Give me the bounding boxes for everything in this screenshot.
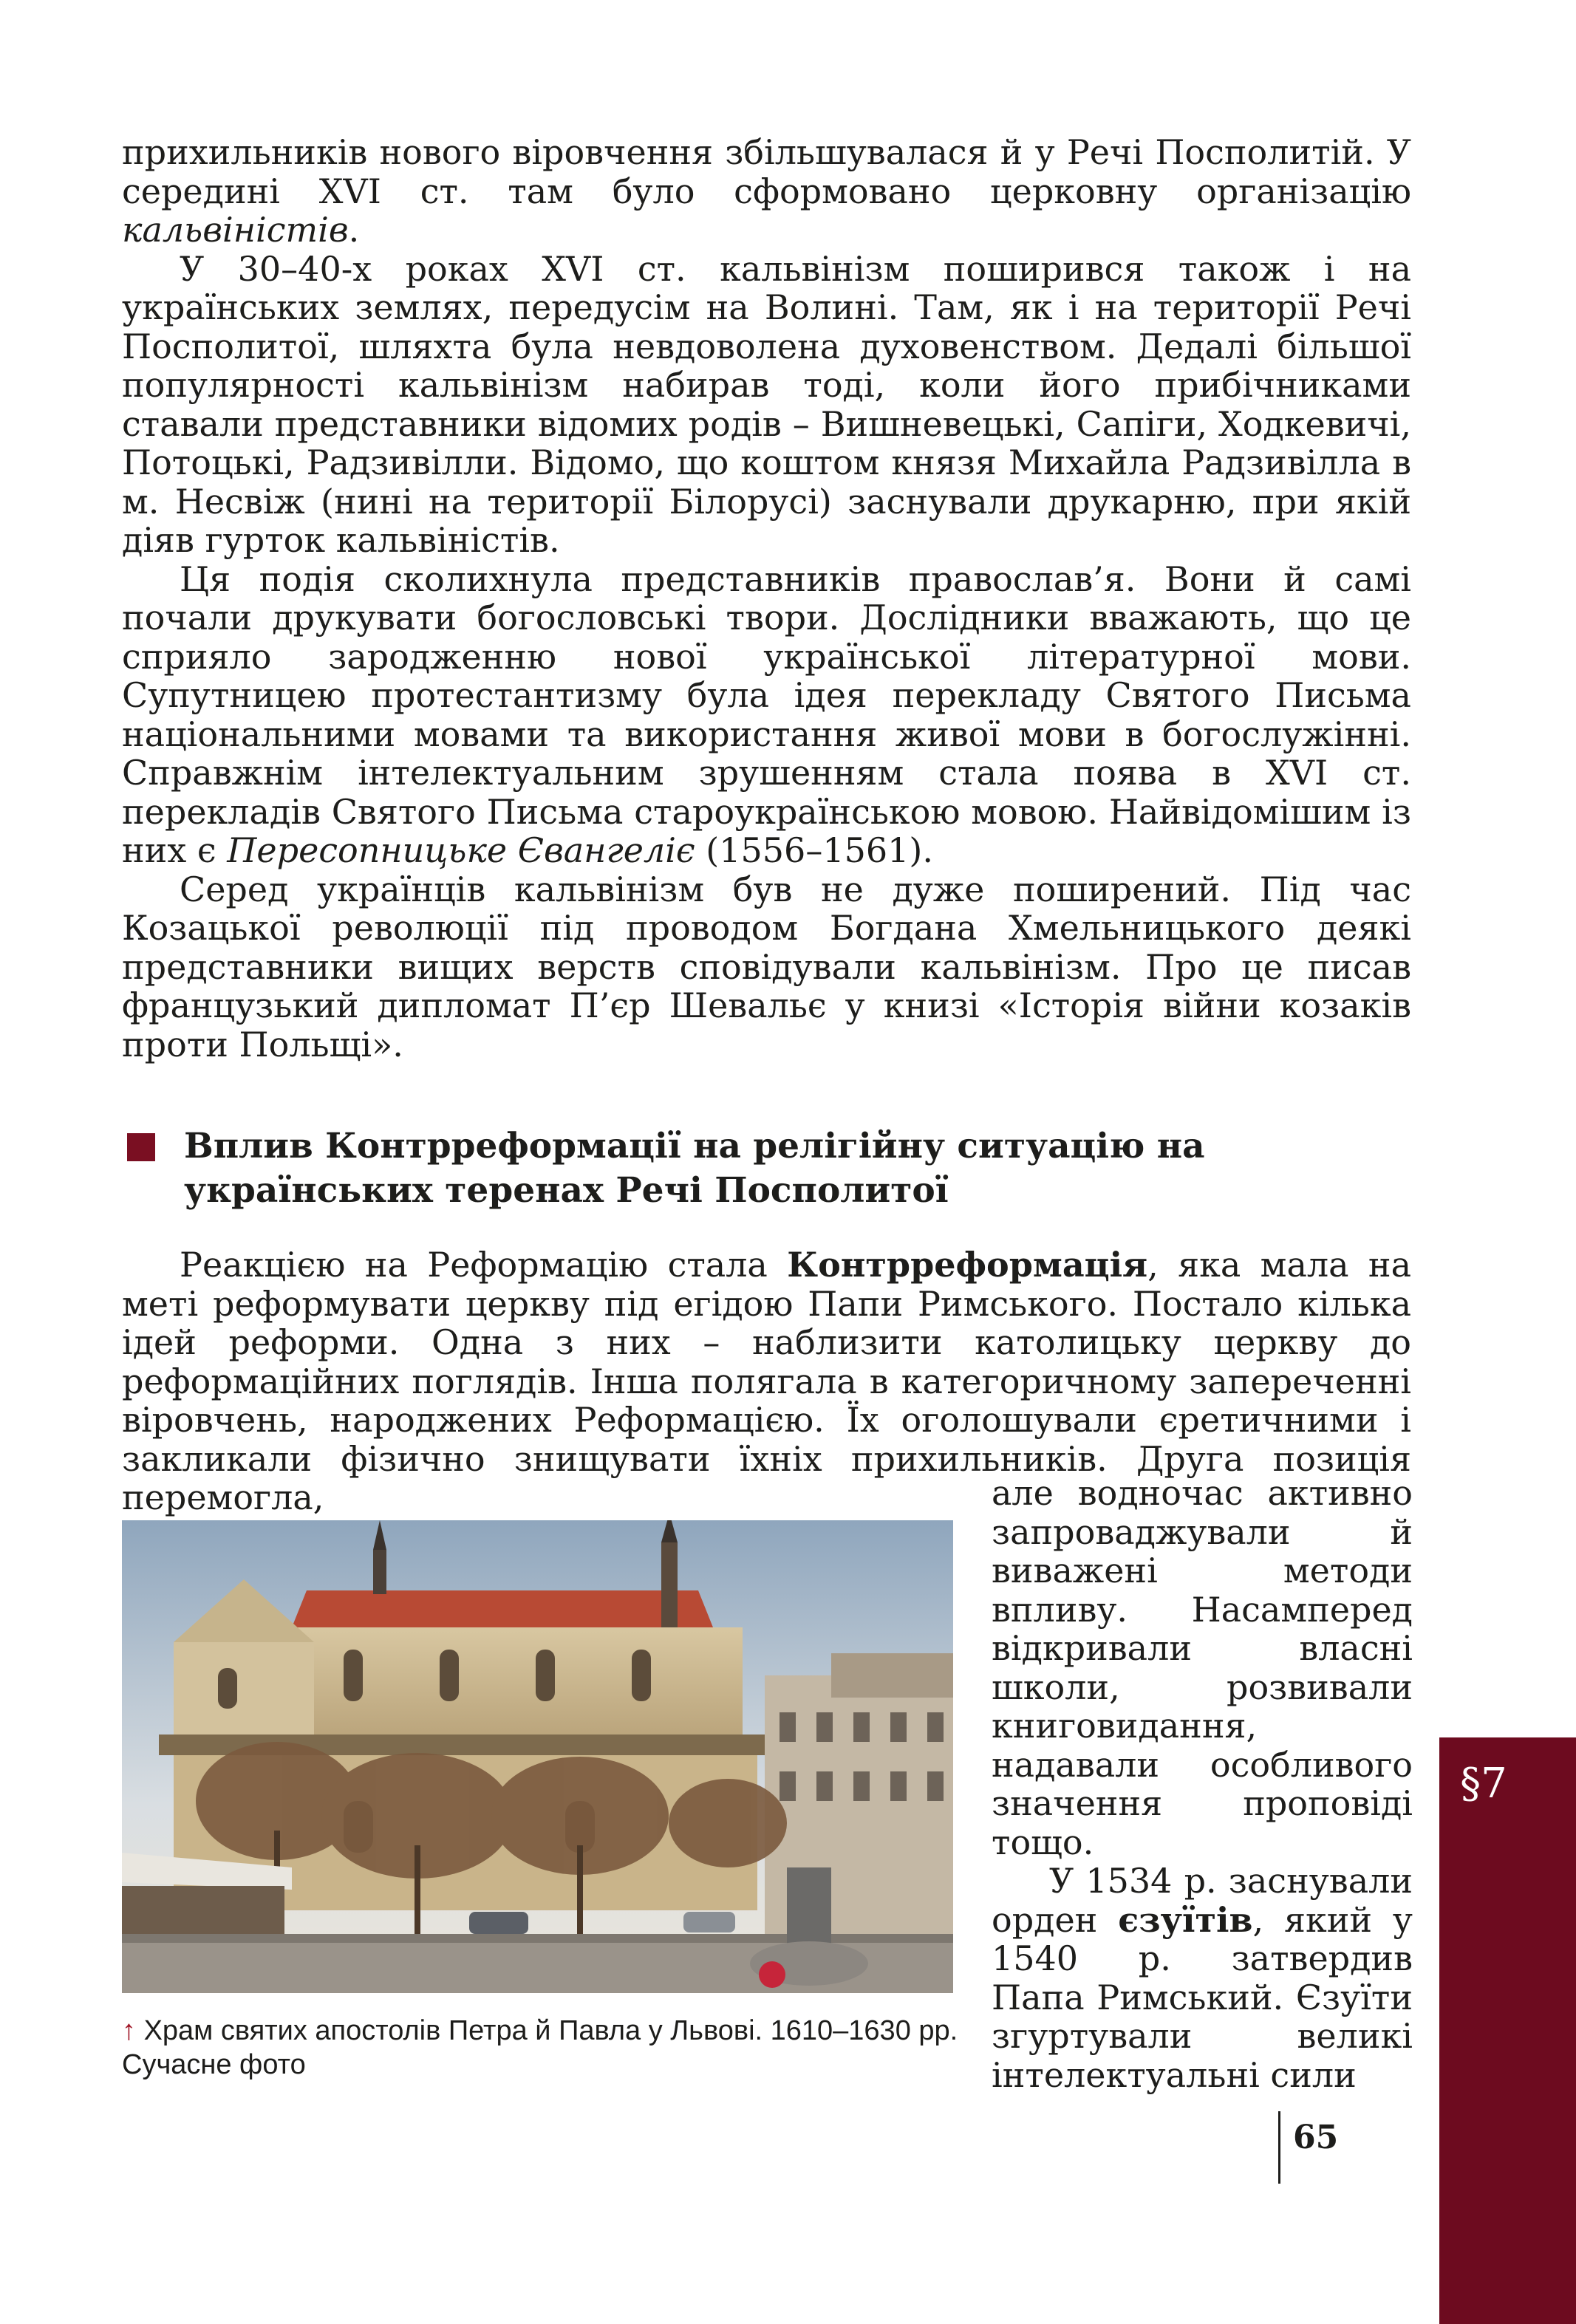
- body-text-side: [992, 1474, 1413, 2094]
- figure-caption: [122, 2014, 964, 2082]
- paragraph-4: Серед українців кальвінізм був не дуже поширений. Під час Козацької революції під проводом Богдана Хмельницького деякі представники вищих верств сповідували кальвінізм. Про це писав французький дипломат П’єр Шевальє у книзі «Історія війни козаків проти Польщі».: [122, 869, 1411, 1064]
- church-photo: [122, 1520, 953, 1993]
- paragraph-2: У 30–40-х роках XVI ст. кальвінізм поширився також і на українських землях, передусім на Волині. Там, як і на території Речі Посполитої, шляхта була невдоволена духовенством. Дедалі більшої популярності кальвінізм набирав тоді, коли його прибічниками ставали представники відомих родів – Вишневецькі, Сапіги, Ходкевичі, Потоцькі, Радзивілли. Відомо, що коштом князя Михайла Радзивілла в м. Несвіж (нині на території Білорусі) заснували друкарню, при якій діяв гурток кальвіністів.: [122, 248, 1411, 560]
- arrow-up-icon: ↑: [122, 2015, 136, 2046]
- term-calvinists: кальвіністів: [122, 210, 349, 250]
- paragraph-5: Реакцією на Реформацію стала Контрреформація, яка мала на меті реформувати церкву під егідою Папи Римського. Постало кілька ідей реформи. Одна з них – наблизити католицьку церкву до реформаційних поглядів. Інша полягала в категоричному запереченні віровчень, народжених Реформацією. Їх оголошували єретичними і закликали фізично знищувати їхніх прихильників. Друга позиція перемогла,: [122, 1245, 1411, 1517]
- section-heading: [127, 1124, 1235, 1213]
- term-jesuits: єзуїтів: [1118, 1899, 1253, 1940]
- term-counter-reformation: Контрреформація: [787, 1245, 1148, 1285]
- paragraph-3: Ця подія сколихнула представників православ’я. Вони й самі почали друкувати богословські твори. Дослідники вважають, що це сприяло зародженню нової української літературної мови. Супутницею протестантизму була ідея перекладу Святого Письма національними мовами та використання живої мови в богослужінні. Справжнім інтелектуальним зрушенням стала поява в XVI ст. перекладів Святого Письма староукраїнською мовою. Найвідомішим із них є Пересопницьке Євангеліє (1556–1561).: [122, 558, 1411, 870]
- chapter-tab: [1439, 1737, 1576, 2324]
- body-text-top: [122, 133, 1411, 1064]
- heading-square-icon: [127, 1133, 155, 1161]
- section-heading-text: Вплив Контрреформації на релігійну ситуацію на українських теренах Речі Посполитої: [184, 1126, 1205, 1211]
- chapter-tab-label: §7: [1460, 1760, 1507, 1808]
- term-peresopnytsia-gospel: Пересопницьке Євангеліє: [227, 830, 695, 870]
- figure-caption-text: Храм святих апостолів Петра й Павла у Львові. 1610–1630 рр. Сучасне фото: [122, 2015, 958, 2080]
- paragraph-7: У 1534 р. заснували орден єзуїтів, який у 1540 р. затвердив Папа Римський. Єзуїти згуртували великі інтелектуальні сили: [992, 1861, 1413, 2095]
- page-number: 65: [1293, 2119, 1339, 2156]
- page-number-divider: [1278, 2111, 1280, 2184]
- paragraph-1: прихильників нового віровчення збільшувалася й у Речі Посполитій. У середині XVI ст. там було сформовано церковну організацію кальвіністів.: [122, 132, 1411, 250]
- paragraph-6: але водночас активно запроваджували й виважені методи впливу. Насамперед відкривали власні школи, розвивали книговидання, надавали особливого значення проповіді тощо.: [992, 1473, 1413, 1862]
